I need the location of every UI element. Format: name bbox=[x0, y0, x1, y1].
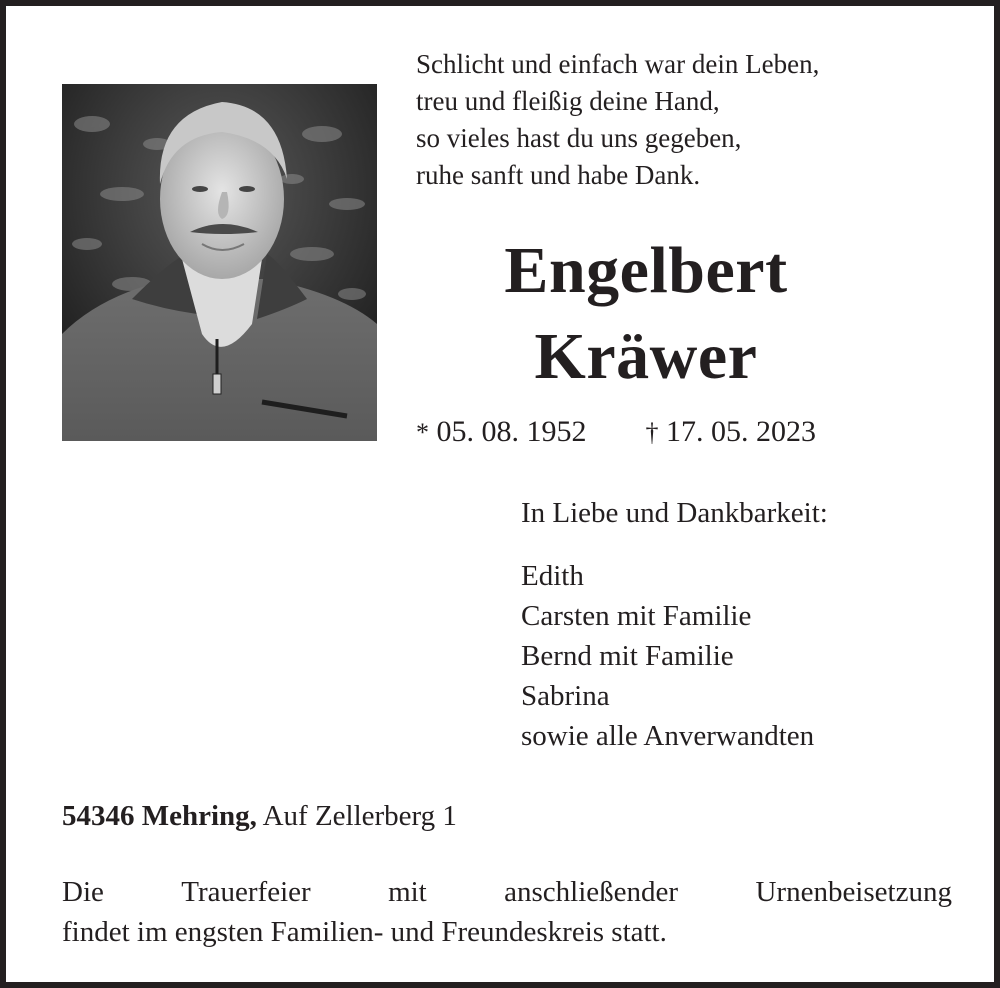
address-street: Auf Zellerberg 1 bbox=[262, 800, 457, 832]
deceased-name bbox=[406, 228, 886, 400]
funeral-note-line-1 bbox=[62, 872, 952, 912]
mourner-name: Bernd mit Familie bbox=[521, 640, 734, 672]
death-cross-icon: † bbox=[645, 418, 659, 447]
mourner-name: sowie alle Anverwandten bbox=[521, 720, 815, 752]
funeral-note-line-2: findet im engsten Familien- und Freundeskreis statt. bbox=[62, 916, 667, 948]
note-word: Urnenbeisetzung bbox=[755, 876, 952, 908]
poem-line: so vieles hast du uns gegeben, bbox=[416, 123, 742, 153]
address-city: 54346 Mehring, bbox=[62, 800, 257, 832]
note-word: Die bbox=[62, 876, 104, 908]
poem-line: Schlicht und einfach war dein Leben, bbox=[416, 49, 820, 79]
mourners-intro: In Liebe und Dankbarkeit: bbox=[521, 497, 828, 529]
death-date: 17. 05. 2023 bbox=[666, 415, 816, 448]
poem-line: ruhe sanft und habe Dank. bbox=[416, 160, 701, 190]
mourner-name: Carsten mit Familie bbox=[521, 600, 752, 632]
memorial-poem bbox=[416, 46, 819, 194]
note-word: mit bbox=[388, 876, 427, 908]
portrait-image bbox=[62, 84, 377, 441]
life-dates bbox=[416, 412, 816, 453]
note-word: anschließender bbox=[504, 876, 679, 908]
family-address bbox=[62, 796, 457, 836]
mourner-name: Edith bbox=[521, 560, 584, 592]
poem-line: treu und fleißig deine Hand, bbox=[416, 86, 720, 116]
mourners-list bbox=[521, 556, 814, 756]
note-word: Trauerfeier bbox=[181, 876, 311, 908]
funeral-note bbox=[62, 872, 952, 952]
birth-star-icon: * bbox=[416, 418, 429, 447]
birth-date: 05. 08. 1952 bbox=[436, 415, 587, 448]
first-name: Engelbert bbox=[504, 234, 788, 307]
mourner-name: Sabrina bbox=[521, 680, 610, 712]
portrait-photo bbox=[62, 84, 377, 441]
last-name: Kräwer bbox=[534, 320, 758, 393]
